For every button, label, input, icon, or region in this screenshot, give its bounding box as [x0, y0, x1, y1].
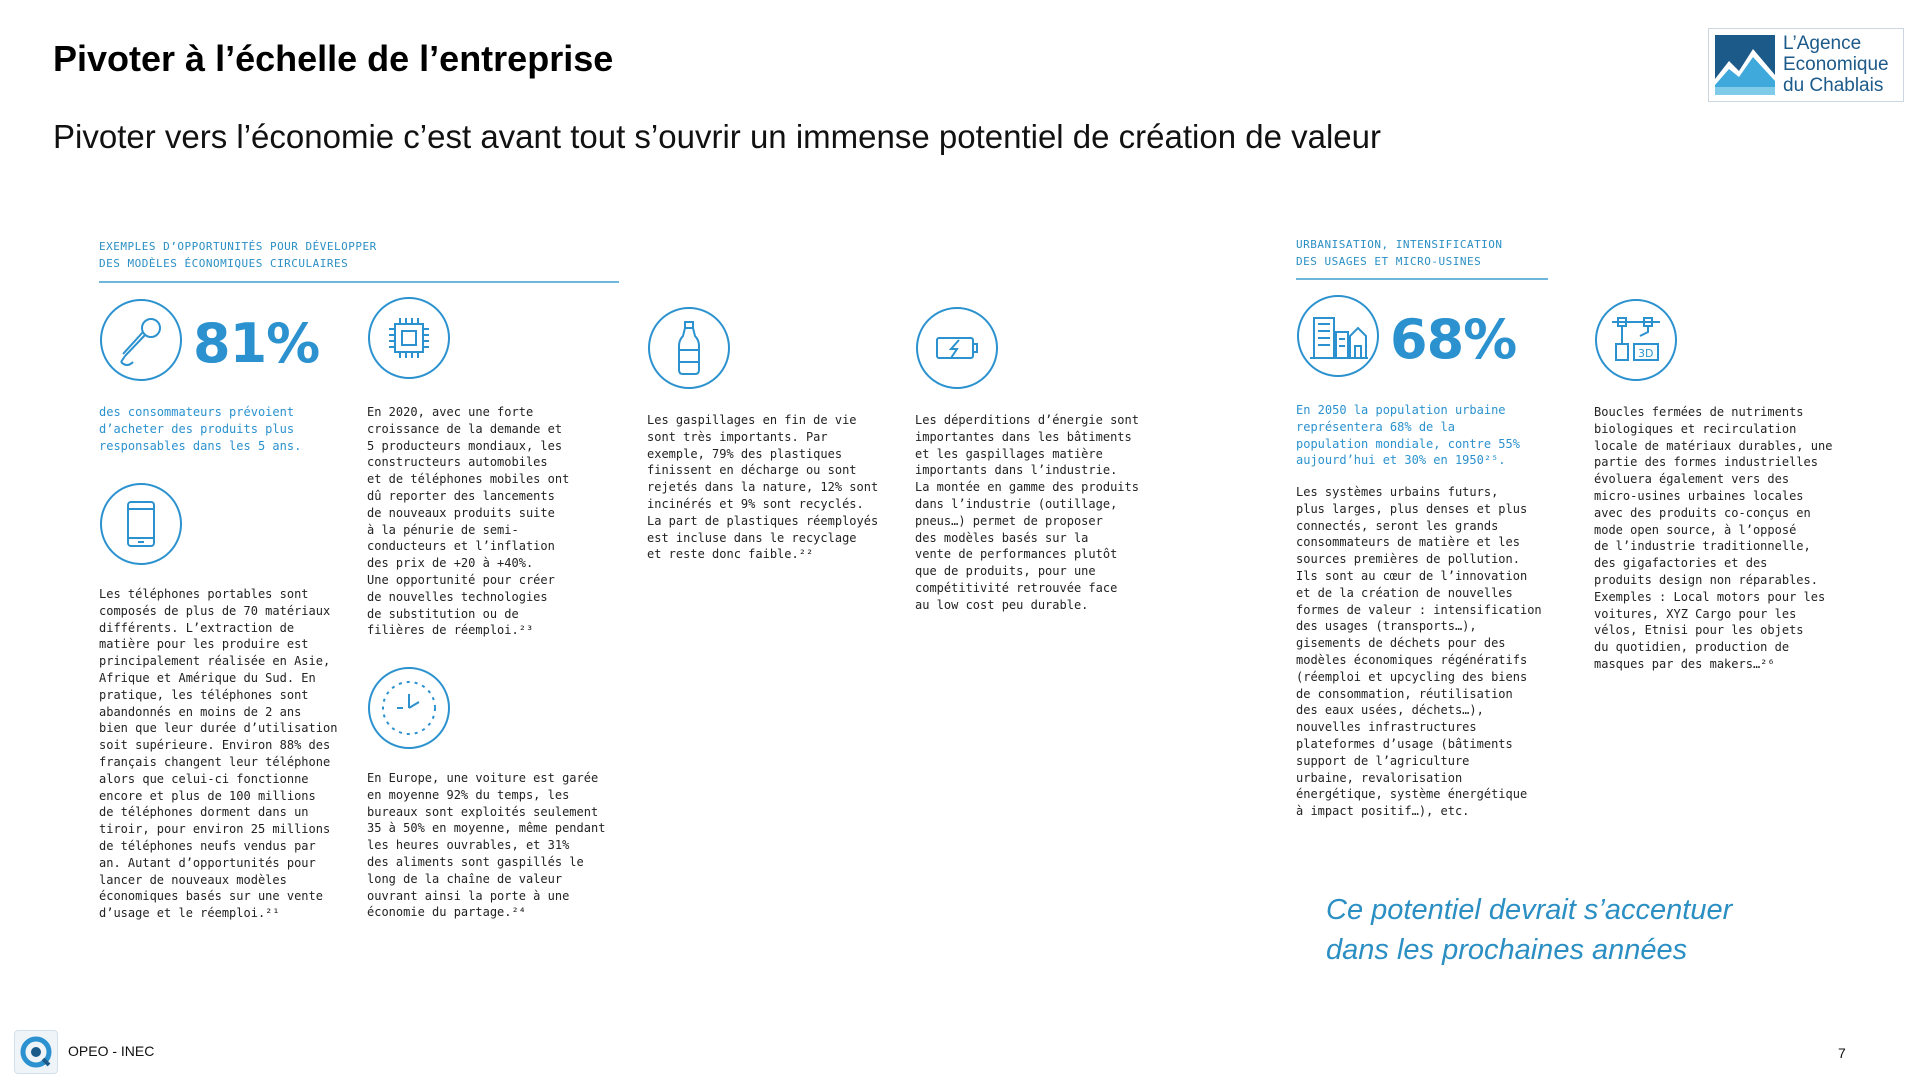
page-subtitle: Pivoter vers l’économie c’est avant tout s’ouvrir un immense potentiel de création de valeur	[53, 118, 1381, 155]
microphone-icon	[99, 298, 183, 382]
stat-81-text: des consommateurs prévoient d’acheter des produits plus responsables dans les 5 ans.	[99, 405, 302, 453]
page-title: Pivoter à l’échelle de l’entreprise	[53, 38, 614, 79]
energy-loss-text: Les déperditions d’énergie sont importantes dans les bâtiments et les gaspillages matière importants dans l’industrie. La montée en gamme des produits dans l’industrie (outillage, pneus…) permet de proposer des modèles basés sur la vente de performances plutôt que de produits, pour une compétitivité retrouvée face au low cost peu durable.	[915, 413, 1139, 612]
right-heading-line-2: DES USAGES ET MICRO-USINES	[1296, 255, 1482, 268]
smartphone-icon	[99, 482, 183, 566]
left-heading-line-1: EXEMPLES D’OPPORTUNITÉS POUR DÉVELOPPER	[99, 240, 377, 253]
left-section-divider	[99, 281, 619, 283]
callout-text: Ce potentiel devrait s’accentuer dans les prochaines années	[1326, 894, 1733, 966]
3d-printer-icon	[1594, 298, 1678, 382]
logo-line-1: L’Agence	[1783, 33, 1862, 54]
right-section-heading	[1296, 236, 1503, 270]
plastic-bottle-icon	[647, 306, 731, 390]
left-heading-line-2: DES MODÈLES ÉCONOMIQUES CIRCULAIRES	[99, 257, 349, 270]
mountain-logo-icon	[1715, 35, 1775, 95]
logo-text	[1783, 33, 1889, 96]
clock-icon	[367, 666, 451, 750]
left-section-heading	[99, 238, 377, 272]
logo-line-2: Economique	[1783, 54, 1889, 75]
right-heading-line-1: URBANISATION, INTENSIFICATION	[1296, 238, 1503, 251]
battery-energy-icon	[915, 306, 999, 390]
footer-source: OPEO - INEC	[68, 1043, 155, 1059]
logo-line-3: du Chablais	[1783, 75, 1884, 96]
stat-81-value: 81%	[193, 312, 320, 375]
opeo-logo	[14, 1030, 58, 1074]
plastic-waste-text: Les gaspillages en fin de vie sont très importants. Par exemple, 79% des plastiques finissent en décharge ou sont rejetés dans la nature, 12% sont incinérés et 9% sont recyclés. La part de plastiques réemployés est incluse dans le recyclage et reste donc faible.²²	[647, 413, 879, 562]
agency-logo	[1708, 28, 1904, 102]
3d-label: 3D	[1638, 347, 1654, 360]
urban-systems-text: Les systèmes urbains futurs, plus larges, plus denses et plus connectés, seront les grands consommateurs de matière et les sources premières de pollution. Ils sont au cœur de l’innovation et de la création de nouvelles formes de valeur : intensification des usages (transports…), gisements de déchets pour des modèles économiques régénératifs (réemploi et upcycling des biens de consommation, réutilisation des eaux usées, déchets…), nouvelles infrastructures plateformes d’usage (bâtiments support de l’agriculture urbaine, revalorisation énergétique, système énergétique à impact positif…), etc.	[1296, 485, 1542, 819]
phones-text: Les téléphones portables sont composés de plus de 70 matériaux différents. L’extraction de matière pour les produire est principalement réalisée en Asie, Afrique et Amérique du Sud. En pratique, les téléphones sont abandonnés en moins de 2 ans bien que leur durée d’utilisation soit supérieure. Environ 88% des français changent leur téléphone alors que celui-ci fonctionne encore et plus de 100 millions de téléphones dorment dans un tiroir, pour environ 25 millions de téléphones neufs vendus par an. Autant d’opportunités pour lancer de nouveaux modèles économiques basés sur une vente d’usage et le réemploi.²¹	[99, 587, 338, 921]
sharing-economy-text: En Europe, une voiture est garée en moyenne 92% du temps, les bureaux sont exploités seulement 35 à 50% en moyenne, même pendant les heures ouvrables, et 31% des aliments sont gaspillés le long de la chaîne de valeur ouvrant ainsi la porte à une économie du partage.²⁴	[367, 771, 606, 920]
stat-68-text: En 2050 la population urbaine représentera 68% de la population mondiale, contre 55% aujourd’hui et 30% en 1950²⁵.	[1296, 403, 1520, 468]
microchip-icon	[367, 296, 451, 380]
opeo-logo-icon	[15, 1031, 57, 1073]
chip-shortage-text: En 2020, avec une forte croissance de la demande et 5 producteurs mondiaux, les constructeurs automobiles et de téléphones mobiles ont dû reporter des lancements de nouveaux produits suite à la pénurie de semi- conducteurs et l’inflation des prix de +20 à +40%. Une opportunité pour créer de nouvelles technologies de substitution ou de filières de réemploi.²³	[367, 405, 570, 638]
micro-factories-text: Boucles fermées de nutriments biologiques et recirculation locale de matériaux durables, une partie des formes industrielles évoluera également vers des micro-usines urbaines locales avec des produits co-conçus en mode open source, à l’opposé de l’industrie traditionnelle, des gigafactories et des produits design non réparables. Exemples : Local motors pour les voitures, XYZ Cargo pour les vélos, Etnisi pour les objets du quotidien, production de masques par des makers…²⁶	[1594, 405, 1833, 671]
right-section-divider	[1296, 278, 1548, 280]
stat-68-value: 68%	[1390, 308, 1517, 371]
page-number: 7	[1838, 1045, 1846, 1061]
city-buildings-icon	[1296, 294, 1380, 378]
